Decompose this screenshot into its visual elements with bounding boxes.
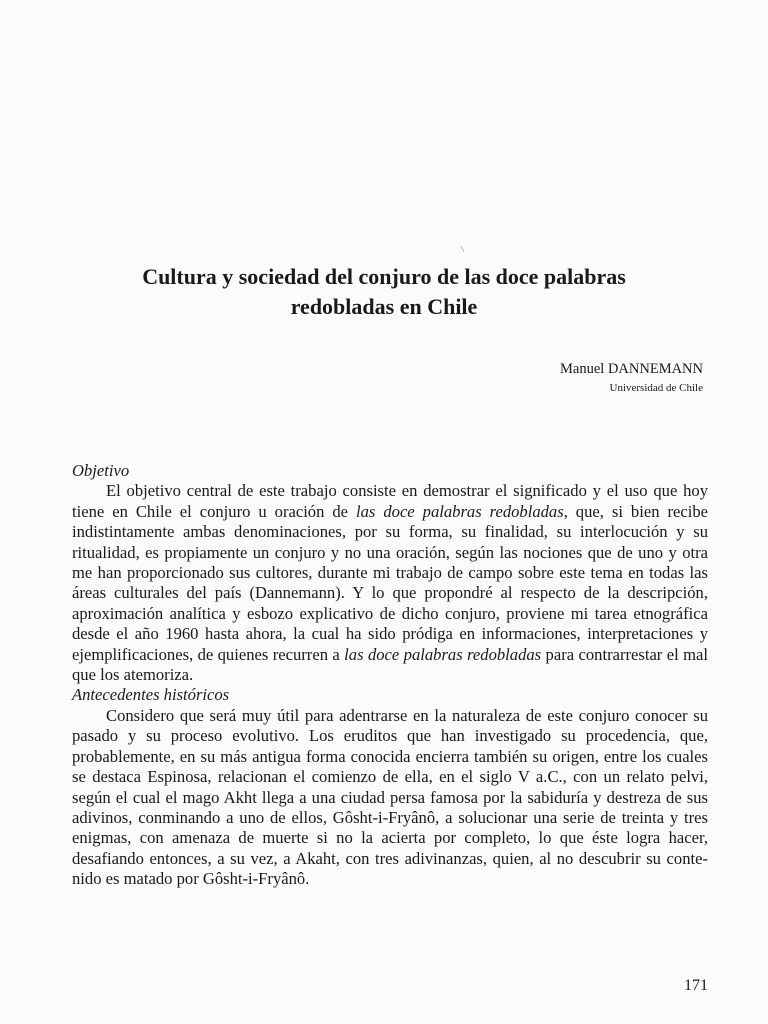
paragraph-text: , que, si bien recibe indistintamente ambas denominaciones, por su forma, su finalidad, su interlocución y su ritualidad, es propiamente un conjuro y no una oración, según las nociones que de uno y otra me han proporcionado sus cultores, durante mi trabajo de campo sobre este tema en todas las áreas culturales del país (Dannemann). Y lo que propondré al respecto de la descripción, aproximación analítica y esbozo explicativo de dicho conjuro, proviene mi tarea etnográfica desde el año 1960 hasta ahora, la cual ha sido pródiga en informaciones, interpretaciones y ejemplificaciones, de quienes recurren a <box>72 501 708 664</box>
author-affiliation: Universidad de Chile <box>609 382 703 394</box>
article-body <box>72 461 708 890</box>
section-heading-objetivo: Objetivo <box>72 461 130 480</box>
title-line-2: redobladas en Chile <box>290 294 478 319</box>
author-name: Manuel DANNEMANN <box>560 361 703 377</box>
italic-term: las doce palabras redobladas <box>356 501 564 521</box>
paragraph-antecedentes: Considero que será muy útil para adentrarse en la naturaleza de este conjuro conocer su pasado y su proceso evolutivo. Los eruditos que han investigado su procedencia, que, probablemente, en su más antigua forma conocida encierra también su origen, entre los cuales se destaca Espinosa, relacionan el comienzo de ella, en el siglo V a.C., con un relato pelvi, según el cual el mago Akht llega a una ciudad persa famosa por la sabiduría y destreza de sus adivinos, conminando a uno de ellos, Gôsht-i-Fryânô, a solucionar una serie de treinta y tres enigmas, con amenaza de muerte si no la acierta por completo, lo que éste logra hacer, desafiando entonces, a su vez, a Akaht, con tres adivinanzas, quien, al no descubrir su contenido es matado por Gôsht-i-Fryânô. <box>72 705 708 889</box>
article-title <box>60 262 708 322</box>
scan-speck <box>461 246 465 252</box>
paragraph-text: El objetivo central de este trabajo consiste en demostrar el significado y el uso que hoy tiene en Chile el conjuro u oración de <box>72 481 708 521</box>
paragraph-text: para contrarrestar el mal que los atemoriza. <box>72 644 708 685</box>
paragraph-objetivo <box>72 481 708 685</box>
page-number: 171 <box>684 977 708 994</box>
section-heading-antecedentes: Antecedentes históricos <box>72 685 230 705</box>
title-line-1: Cultura y sociedad del conjuro de las doce palabras <box>142 264 626 289</box>
author-block <box>560 360 703 396</box>
italic-term: las doce palabras redobladas <box>344 644 542 664</box>
